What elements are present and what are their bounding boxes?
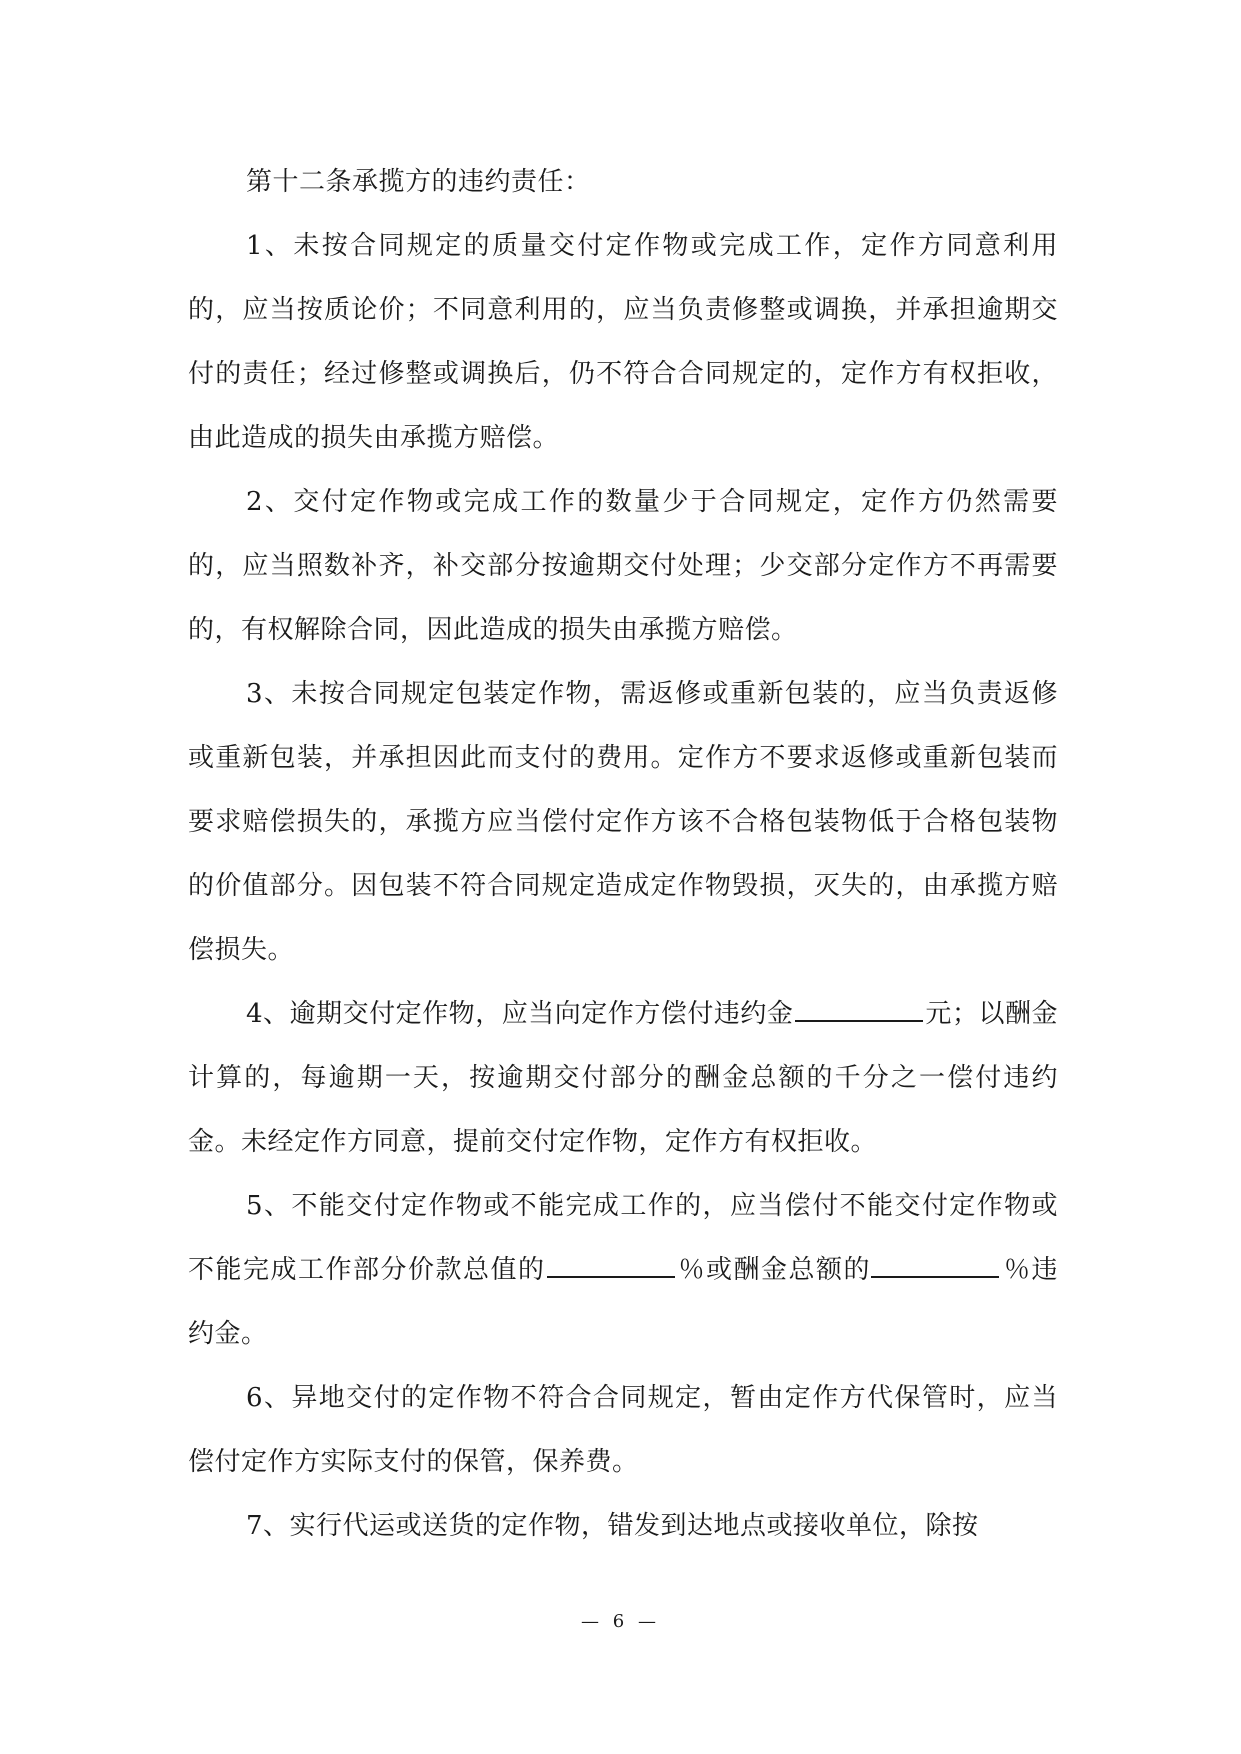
penalty-amount-blank [795,998,923,1022]
clause-5-text-a: 5、不能交付定作物或不能完成工作的，应当偿付不能交付定作物或不能完成工作部分价款总值的 [188,1191,1058,1285]
clause-3: 3、未按合同规定包装定作物，需返修或重新包装的，应当负责返修或重新包装，并承担因此而支付的费用。定作方不要求返修或重新包装而要求赔偿损失的，承揽方应当偿付定作方该不合格包装物低于合格包装物的价值部分。因包装不符合同规定造成定作物毁损，灭失的，由承揽方赔偿损失。 [188,679,1058,965]
clause-4-text-b: 元；以酬金计算的，每逾期一天，按逾期交付部分的酬金总额的千分之一偿付违约金。未经定作方同意，提前交付定作物，定作方有权拒收。 [188,999,1058,1157]
clause-2: 2、交付定作物或完成工作的数量少于合同规定，定作方仍然需要的，应当照数补齐，补交部分按逾期交付处理；少交部分定作方不再需要的，有权解除合同，因此造成的损失由承揽方赔偿。 [188,487,1058,645]
clause-7: 7、实行代运或送货的定作物，错发到达地点或接收单位，除按 [246,1511,979,1541]
page-number: — 6 — [581,1611,660,1632]
clause-5 [188,1174,1058,1366]
clause-5-text-c: ％违约金。 [188,1255,1058,1349]
price-percent-blank [547,1254,675,1278]
clause-6: 6、异地交付的定作物不符合合同规定，暂由定作方代保管时，应当偿付定作方实际支付的保管，保养费。 [188,1383,1058,1477]
fee-percent-blank [871,1254,999,1278]
contract-body [188,150,1058,1558]
clause-1: 1、未按合同规定的质量交付定作物或完成工作，定作方同意利用的，应当按质论价；不同意利用的，应当负责修整或调换，并承担逾期交付的责任；经过修整或调换后，仍不符合合同规定的，定作方有权拒收，由此造成的损失由承揽方赔偿。 [188,231,1058,453]
article-heading: 第十二条承揽方的违约责任： [246,167,591,197]
clause-4-text-a: 4、逾期交付定作物，应当向定作方偿付违约金 [246,999,794,1029]
clause-5-text-b: ％或酬金总额的 [677,1255,871,1285]
clause-4 [188,982,1058,1174]
